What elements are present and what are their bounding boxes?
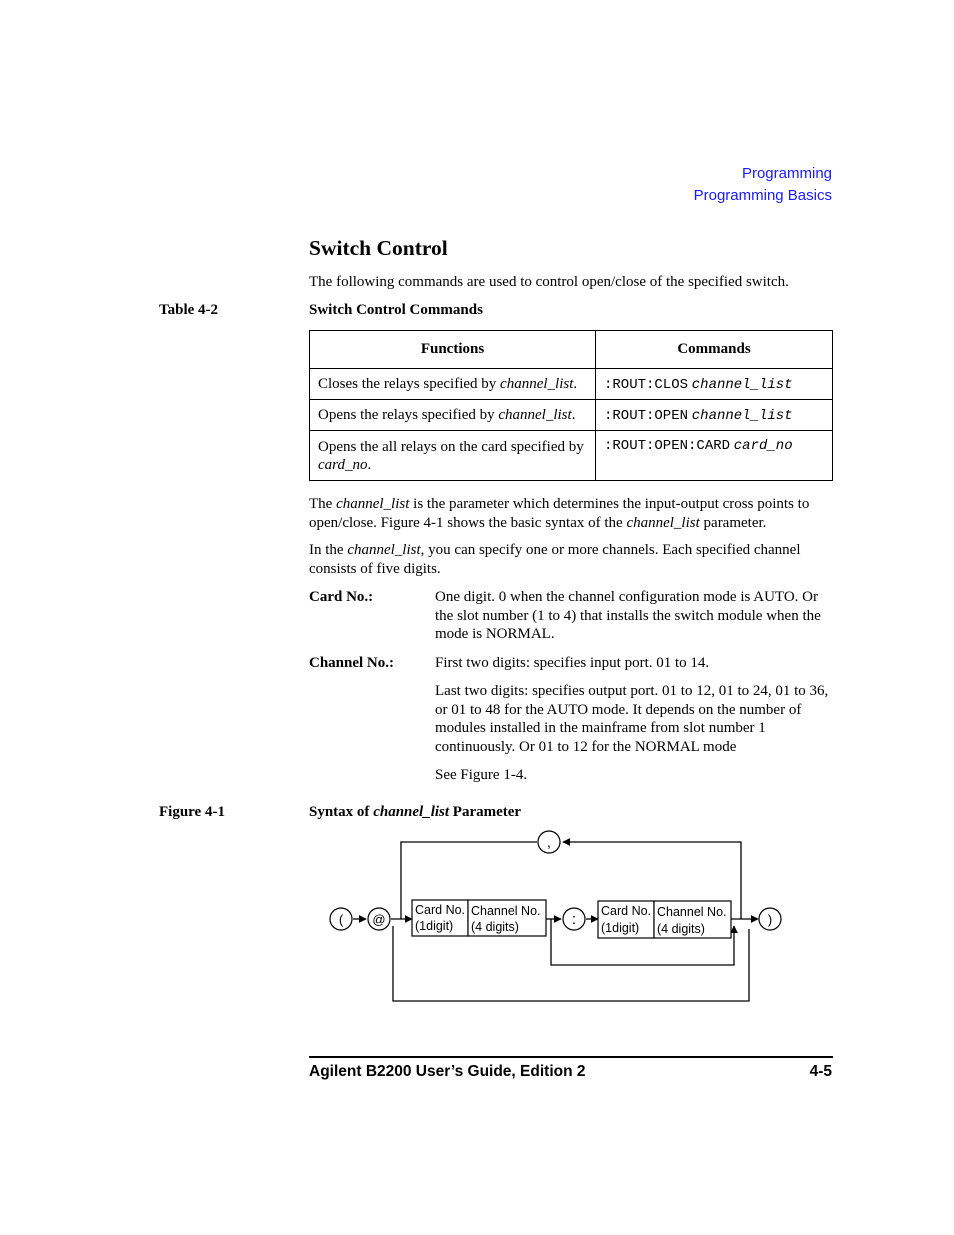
function-cell: Opens the all relays on the card specified by card_no. xyxy=(310,431,596,481)
function-cell: Opens the relays specified by channel_list. xyxy=(310,400,596,431)
header-commands: Commands xyxy=(596,331,833,369)
open-paren-label: ( xyxy=(338,912,344,927)
card-no-box-2-line1: Card No. xyxy=(601,904,652,918)
intro-paragraph: The following commands are used to control open/close of the specified switch. xyxy=(309,274,789,290)
card-no-box-1-line2: (1digit) xyxy=(415,919,454,933)
card-no-box-1-line1: Card No. xyxy=(415,903,466,917)
card-no-term: Card No.: xyxy=(309,589,374,605)
nav-link-programming[interactable]: Programming xyxy=(741,165,832,182)
close-paren-label: ) xyxy=(767,912,773,927)
command-cell: :ROUT:OPEN channel_list xyxy=(596,400,833,431)
command-cell: :ROUT:CLOS channel_list xyxy=(596,369,833,400)
colon-label: : xyxy=(571,911,577,928)
section-title: Switch Control xyxy=(309,236,448,260)
table-caption: Switch Control Commands xyxy=(309,302,483,318)
channel-list-paragraph: The channel_list is the parameter which determines the input-output cross points to open/close. Figure 4-1 shows the basic syntax of the channel_list parameter. xyxy=(309,496,810,531)
channel-no-description-output: Last two digits: specifies output port. 01 to 12, 01 to 24, 01 to 36, or 01 to 48 for the AUTO mode. It depends on the number of modules installed in the mainframe from slot number 1 continuously. Or 01 to 12 for the NORMAL mode xyxy=(435,683,829,755)
channel-digits-paragraph: In the channel_list, you can specify one or more channels. Each specified channel consists of five digits. xyxy=(309,542,801,577)
figure-label: Figure 4-1 xyxy=(159,804,225,820)
comma-label: , xyxy=(547,834,551,850)
channel-no-box-1-line2: (4 digits) xyxy=(471,920,519,934)
card-no-description: One digit. 0 when the channel configuration mode is AUTO. Or the slot number (1 to 4) that installs the switch module when the mode is NORMAL. xyxy=(435,589,821,642)
channel-no-term: Channel No.: xyxy=(309,655,395,671)
table-label: Table 4-2 xyxy=(159,302,219,318)
channel-no-description-input: First two digits: specifies input port. 01 to 14. xyxy=(435,655,710,671)
nav-link-programming-basics[interactable]: Programming Basics xyxy=(693,187,832,204)
at-label: @ xyxy=(372,912,386,927)
header-functions: Functions xyxy=(310,331,596,369)
channel-no-box-2-line1: Channel No. xyxy=(657,905,727,919)
page-number: 4-5 xyxy=(809,1063,832,1080)
command-cell: :ROUT:OPEN:CARD card_no xyxy=(596,431,833,481)
channel-no-box-1-line1: Channel No. xyxy=(471,904,541,918)
function-cell: Closes the relays specified by channel_list. xyxy=(310,369,596,400)
footer-title: Agilent B2200 User’s Guide, Edition 2 xyxy=(309,1063,586,1080)
see-figure-reference: See Figure 1-4. xyxy=(435,767,528,783)
figure-caption: Syntax of channel_list Parameter xyxy=(309,804,522,820)
footer-rule xyxy=(309,1056,833,1058)
channel-no-box-2-line2: (4 digits) xyxy=(657,922,705,936)
card-no-box-2-line2: (1digit) xyxy=(601,921,640,935)
